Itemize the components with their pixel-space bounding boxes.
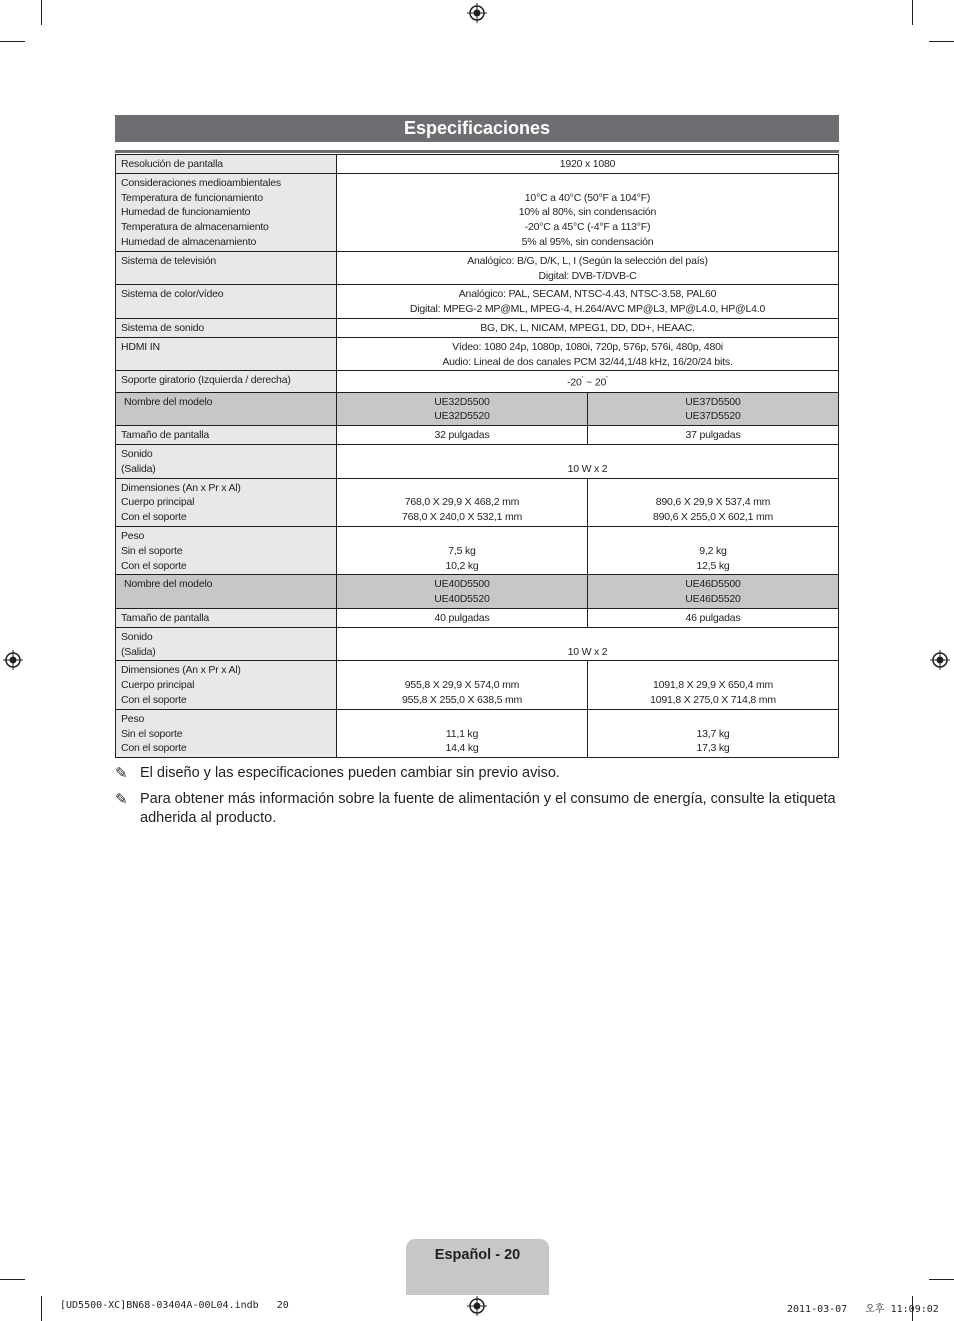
- table-row: [116, 173, 839, 251]
- table-row: [116, 709, 839, 757]
- row-label: Sistema de color/vídeo: [116, 285, 337, 319]
- table-row: [116, 627, 839, 661]
- row-value: 10 W x 2: [337, 627, 839, 661]
- row-value: 32 pulgadas: [337, 426, 588, 445]
- crop-mark: [0, 41, 25, 42]
- row-value: 1920 x 1080: [337, 155, 839, 174]
- row-label: Peso Sin el soporte Con el soporte: [116, 709, 337, 757]
- print-footer-date: 2011-03-07 오후 11:09:02: [787, 1304, 939, 1315]
- row-value: UE32D5500 UE32D5520: [337, 392, 588, 426]
- table-row: [116, 478, 839, 526]
- row-value: 7,5 kg 10,2 kg: [337, 527, 588, 575]
- row-value: 955,8 X 29,9 X 574,0 mm 955,8 X 255,0 X 638,5 mm: [337, 661, 588, 709]
- note-item: ✎ Para obtener más información sobre la fuente de alimentación y el consumo de energía, consulte la etiqueta adherida al producto.: [115, 791, 836, 826]
- note-item: ✎ El diseño y las especificaciones pueden cambiar sin previo aviso.: [115, 765, 560, 782]
- crop-mark: [929, 1279, 954, 1280]
- row-value: 11,1 kg 14,4 kg: [337, 709, 588, 757]
- row-label: Dimensiones (An x Pr x Al) Cuerpo principal Con el soporte: [116, 478, 337, 526]
- row-value: Analógico: PAL, SECAM, NTSC-4.43, NTSC-3.58, PAL60 Digital: MPEG-2 MP@ML, MPEG-4, H.264/AVC MP@L3, MP@L4.0, HP@L4.0: [337, 285, 839, 319]
- print-footer-file: [UD5500-XC]BN68-03404A-00L04.indb 20: [60, 1300, 289, 1311]
- row-label: Peso Sin el soporte Con el soporte: [116, 527, 337, 575]
- row-value: Analógico: B/G, D/K, L, I (Según la selección del país) Digital: DVB-T/DVB-C: [337, 251, 839, 285]
- crop-mark: [929, 41, 954, 42]
- registration-mark-icon: [467, 3, 487, 23]
- registration-mark-icon: [930, 650, 950, 670]
- table-row: [116, 661, 839, 709]
- row-value: UE40D5500 UE40D5520: [337, 575, 588, 609]
- row-value: 890,6 X 29,9 X 537,4 mm 890,6 X 255,0 X 602,1 mm: [588, 478, 839, 526]
- row-label: Sistema de televisión: [116, 251, 337, 285]
- row-label: Sistema de sonido: [116, 318, 337, 337]
- row-value: -20˚ ~ 20˚: [337, 371, 839, 392]
- crop-mark: [41, 1296, 42, 1321]
- table-row: [116, 445, 839, 479]
- table-row: [116, 155, 839, 174]
- row-label: Sonido (Salida): [116, 627, 337, 661]
- table-row: [116, 609, 839, 628]
- table-row-model: [116, 575, 839, 609]
- page-number-tab: Español - 20: [406, 1239, 549, 1295]
- table-row: [116, 318, 839, 337]
- row-value: 10°C a 40°C (50°F a 104°F) 10% al 80%, sin condensación -20°C a 45°C (-4°F a 113°F) 5% al 95%, sin condensación: [337, 173, 839, 251]
- crop-mark: [0, 1279, 25, 1280]
- row-value: 1091,8 X 29,9 X 650,4 mm 1091,8 X 275,0 X 714,8 mm: [588, 661, 839, 709]
- row-value: 37 pulgadas: [588, 426, 839, 445]
- row-label: HDMI IN: [116, 337, 337, 371]
- table-row: [116, 251, 839, 285]
- row-label: Consideraciones medioambientales Temperatura de funcionamiento Humedad de funcionamiento Temperatura de almacenamiento Humedad de almacenamiento: [116, 173, 337, 251]
- table-row: [116, 337, 839, 371]
- row-value: Vídeo: 1080 24p, 1080p, 1080i, 720p, 576p, 576i, 480p, 480i Audio: Lineal de dos canales PCM 32/44,1/48 kHz, 16/20/24 bits.: [337, 337, 839, 371]
- row-value: 768,0 X 29,9 X 468,2 mm 768,0 X 240,0 X 532,1 mm: [337, 478, 588, 526]
- row-value: BG, DK, L, NICAM, MPEG1, DD, DD+, HEAAC.: [337, 318, 839, 337]
- row-label: Nombre del modelo: [116, 575, 337, 609]
- row-value: 40 pulgadas: [337, 609, 588, 628]
- row-value: 13,7 kg 17,3 kg: [588, 709, 839, 757]
- row-label: Resolución de pantalla: [116, 155, 337, 174]
- table-row: [116, 426, 839, 445]
- table-row: [116, 371, 839, 392]
- title-rule: [115, 150, 839, 153]
- row-label: Dimensiones (An x Pr x Al) Cuerpo principal Con el soporte: [116, 661, 337, 709]
- table-row: [116, 285, 839, 319]
- row-value: 10 W x 2: [337, 445, 839, 479]
- crop-mark: [912, 0, 913, 25]
- notes: [115, 764, 839, 835]
- table-row: [116, 527, 839, 575]
- table-row-model: [116, 392, 839, 426]
- pencil-note-icon: ✎: [115, 765, 128, 782]
- registration-mark-icon: [3, 650, 23, 670]
- row-value: 46 pulgadas: [588, 609, 839, 628]
- row-value: UE37D5500 UE37D5520: [588, 392, 839, 426]
- row-label: Soporte giratorio (Izquierda / derecha): [116, 371, 337, 392]
- row-label: Tamaño de pantalla: [116, 426, 337, 445]
- crop-mark: [41, 0, 42, 25]
- spec-table: [115, 154, 839, 758]
- row-value: 9,2 kg 12,5 kg: [588, 527, 839, 575]
- row-label: Nombre del modelo: [116, 392, 337, 426]
- page-title: Especificaciones: [115, 115, 839, 142]
- row-value: UE46D5500 UE46D5520: [588, 575, 839, 609]
- row-label: Tamaño de pantalla: [116, 609, 337, 628]
- row-label: Sonido (Salida): [116, 445, 337, 479]
- registration-mark-icon: [467, 1296, 487, 1316]
- pencil-note-icon: ✎: [115, 791, 128, 808]
